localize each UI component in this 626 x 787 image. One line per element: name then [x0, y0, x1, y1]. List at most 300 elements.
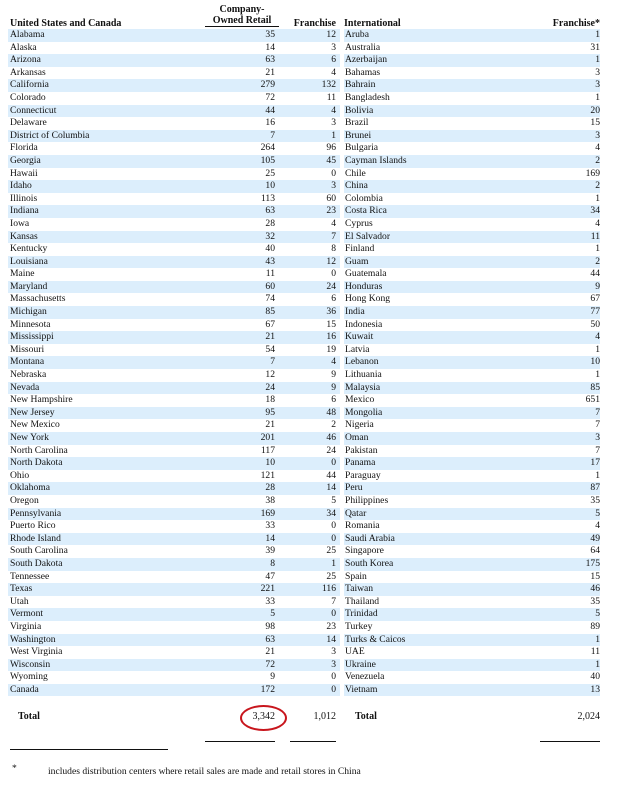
table-row [0, 155, 626, 168]
state-name: New York [10, 432, 49, 443]
table-row [0, 684, 626, 697]
intl-franchise-count: 2 [595, 255, 600, 267]
intl-franchise-count: 11 [590, 230, 600, 242]
country-name: Nigeria [345, 419, 374, 431]
intl-franchise-count: 1 [595, 633, 600, 645]
intl-franchise-count: 3 [595, 129, 600, 141]
table-row [0, 482, 626, 495]
owned-retail-count: 121 [260, 469, 275, 481]
franchise-count: 2 [331, 419, 336, 431]
owned-retail-count: 74 [265, 293, 275, 305]
state-name: Alabama [10, 29, 45, 40]
franchise-count: 3 [331, 646, 336, 658]
intl-franchise-count: 2 [595, 154, 600, 166]
country-name: India [345, 306, 365, 318]
franchise-count: 3 [331, 658, 336, 670]
country-name: Mexico [345, 394, 375, 406]
table-row [0, 558, 626, 571]
franchise-count: 6 [331, 394, 336, 406]
owned-retail-count: 40 [265, 243, 275, 255]
state-name: New Jersey [10, 406, 55, 418]
header-franchise: Franchise [286, 18, 336, 30]
state-name: Puerto Rico [10, 520, 56, 532]
table-row [0, 319, 626, 332]
state-name: Montana [10, 356, 45, 368]
table-row [0, 105, 626, 118]
franchise-count: 116 [321, 583, 336, 595]
franchise-count: 0 [331, 671, 336, 683]
country-name: Lithuania [345, 369, 382, 381]
state-name: Alaska [10, 41, 37, 53]
country-name: Turks & Caicos [345, 633, 406, 645]
franchise-count: 132 [321, 79, 336, 91]
franchise-count: 0 [331, 520, 336, 532]
owned-retail-count: 38 [265, 494, 275, 506]
table-row [0, 29, 626, 42]
owned-retail-count: 28 [265, 217, 275, 229]
owned-retail-count: 39 [265, 545, 275, 557]
owned-retail-count: 169 [260, 507, 275, 519]
state-name: New Hampshire [10, 394, 73, 406]
total-franchise: 1,012 [313, 711, 336, 722]
owned-retail-count: 63 [265, 54, 275, 66]
intl-franchise-count: 20 [590, 104, 600, 116]
franchise-count: 6 [331, 54, 336, 66]
owned-retail-count: 7 [270, 129, 275, 141]
state-name: Minnesota [10, 318, 51, 330]
intl-franchise-count: 13 [590, 683, 600, 695]
country-name: Guam [345, 255, 369, 267]
franchise-count: 0 [331, 167, 336, 179]
intl-franchise-count: 651 [585, 394, 600, 406]
country-name: El Salvador [345, 230, 391, 242]
state-name: South Dakota [10, 557, 63, 569]
state-name: Wyoming [10, 671, 48, 683]
intl-franchise-count: 44 [590, 268, 600, 280]
intl-franchise-count: 67 [590, 293, 600, 305]
table-row [0, 520, 626, 533]
owned-retail-count: 18 [265, 394, 275, 406]
intl-franchise-count: 4 [595, 217, 600, 229]
table-row [0, 583, 626, 596]
country-name: Bangladesh [345, 91, 390, 103]
owned-retail-count: 21 [265, 646, 275, 658]
owned-retail-count: 54 [265, 343, 275, 355]
state-name: Florida [10, 142, 38, 154]
country-name: Indonesia [345, 318, 383, 330]
state-name: North Dakota [10, 457, 63, 469]
state-name: Kentucky [10, 243, 48, 255]
intl-franchise-count: 1 [595, 369, 600, 381]
state-name: Maine [10, 268, 35, 280]
table-row [0, 256, 626, 269]
footnote-mark: * [12, 763, 17, 774]
franchise-count: 46 [326, 432, 336, 443]
country-name: Oman [345, 432, 369, 443]
state-name: Oklahoma [10, 482, 50, 494]
intl-franchise-count: 85 [590, 381, 600, 393]
owned-retail-count: 28 [265, 482, 275, 494]
header-us-canada: United States and Canada [10, 18, 178, 30]
country-name: Colombia [345, 192, 383, 204]
owned-retail-count: 47 [265, 570, 275, 582]
total-label-left: Total [18, 711, 40, 722]
owned-retail-count: 201 [260, 432, 275, 443]
state-name: District of Columbia [10, 129, 90, 141]
franchise-count: 11 [326, 91, 336, 103]
owned-retail-count: 113 [260, 192, 275, 204]
state-name: Texas [10, 583, 33, 595]
table-row [0, 621, 626, 634]
franchise-count: 15 [326, 318, 336, 330]
intl-franchise-count: 3 [595, 432, 600, 443]
intl-franchise-count: 2 [595, 180, 600, 192]
franchise-count: 24 [326, 280, 336, 292]
table-row [0, 445, 626, 458]
country-name: Finland [345, 243, 375, 255]
country-name: Pakistan [345, 444, 378, 456]
franchise-count: 7 [331, 230, 336, 242]
franchise-count: 0 [331, 608, 336, 620]
owned-retail-count: 98 [265, 620, 275, 632]
table-row [0, 457, 626, 470]
intl-franchise-count: 1 [595, 469, 600, 481]
owned-retail-count: 43 [265, 255, 275, 267]
country-name: Cayman Islands [345, 154, 407, 166]
country-name: Peru [345, 482, 363, 494]
table-row [0, 168, 626, 181]
owned-retail-count: 21 [265, 331, 275, 343]
owned-retail-count: 11 [265, 268, 275, 280]
franchise-count: 0 [331, 268, 336, 280]
state-name: Washington [10, 633, 56, 645]
country-name: Qatar [345, 507, 367, 519]
owned-retail-count: 10 [265, 180, 275, 192]
owned-retail-count: 7 [270, 356, 275, 368]
franchise-count: 9 [331, 369, 336, 381]
country-name: Bahrain [345, 79, 376, 91]
footnote-text: includes distribution centers where retail sales are made and retail stores in China [48, 766, 361, 777]
intl-franchise-count: 3 [595, 79, 600, 91]
table-row [0, 533, 626, 546]
state-name: Rhode Island [10, 532, 61, 544]
total-rule-franchise [290, 741, 336, 742]
country-name: Lebanon [345, 356, 379, 368]
table-row [0, 243, 626, 256]
total-owned: 3,342 [252, 711, 275, 722]
owned-retail-count: 10 [265, 457, 275, 469]
intl-franchise-count: 7 [595, 419, 600, 431]
state-name: Massachusetts [10, 293, 66, 305]
intl-franchise-count: 1 [595, 54, 600, 66]
table-row [0, 495, 626, 508]
intl-franchise-count: 9 [595, 280, 600, 292]
table-row [0, 193, 626, 206]
state-name: Canada [10, 683, 39, 695]
franchise-count: 3 [331, 41, 336, 53]
franchise-count: 12 [326, 255, 336, 267]
header-company-owned-line1: Company- [219, 4, 265, 15]
owned-retail-count: 8 [270, 557, 275, 569]
franchise-count: 6 [331, 293, 336, 305]
intl-franchise-count: 3 [595, 66, 600, 78]
franchise-count: 23 [326, 205, 336, 217]
franchise-count: 96 [326, 142, 336, 154]
state-name: Vermont [10, 608, 44, 620]
owned-retail-count: 279 [260, 79, 275, 91]
intl-franchise-count: 4 [595, 142, 600, 154]
country-name: Thailand [345, 595, 380, 607]
intl-franchise-count: 5 [595, 507, 600, 519]
country-name: Philippines [345, 494, 389, 506]
state-name: Michigan [10, 306, 47, 318]
country-name: Paraguay [345, 469, 381, 481]
owned-retail-count: 63 [265, 633, 275, 645]
total-intl: 2,024 [577, 711, 600, 722]
table-row [0, 331, 626, 344]
intl-franchise-count: 35 [590, 494, 600, 506]
header-company-owned [205, 4, 279, 27]
owned-retail-count: 14 [265, 532, 275, 544]
franchise-count: 1 [331, 129, 336, 141]
state-name: South Carolina [10, 545, 68, 557]
franchise-count: 3 [331, 117, 336, 129]
intl-franchise-count: 34 [590, 205, 600, 217]
state-name: Illinois [10, 192, 38, 204]
owned-retail-count: 21 [265, 66, 275, 78]
intl-franchise-count: 169 [585, 167, 600, 179]
country-name: UAE [345, 646, 365, 658]
state-name: Delaware [10, 117, 47, 129]
country-name: Romania [345, 520, 380, 532]
franchise-count: 0 [331, 532, 336, 544]
intl-franchise-count: 15 [590, 117, 600, 129]
country-name: Honduras [345, 280, 383, 292]
highlight-circle [240, 705, 287, 731]
intl-franchise-count: 40 [590, 671, 600, 683]
intl-franchise-count: 1 [595, 343, 600, 355]
franchise-count: 4 [331, 104, 336, 116]
franchise-count: 19 [326, 343, 336, 355]
country-name: Bulgaria [345, 142, 379, 154]
intl-franchise-count: 175 [585, 557, 600, 569]
state-name: Kansas [10, 230, 38, 242]
country-name: Singapore [345, 545, 384, 557]
country-name: China [345, 180, 368, 192]
intl-franchise-count: 35 [590, 595, 600, 607]
state-name: California [10, 79, 49, 91]
state-name: Nevada [10, 381, 40, 393]
country-name: Australia [345, 41, 381, 53]
owned-retail-count: 95 [265, 406, 275, 418]
intl-franchise-count: 4 [595, 520, 600, 532]
table-row [0, 293, 626, 306]
table-row [0, 659, 626, 672]
state-name: New Mexico [10, 419, 60, 431]
table-row [0, 79, 626, 92]
owned-retail-count: 24 [265, 381, 275, 393]
franchise-count: 60 [326, 192, 336, 204]
country-name: Bahamas [345, 66, 381, 78]
country-name: Spain [345, 570, 367, 582]
country-name: Turkey [345, 620, 373, 632]
state-name: Tennessee [10, 570, 50, 582]
owned-retail-count: 32 [265, 230, 275, 242]
country-name: Chile [345, 167, 366, 179]
intl-franchise-count: 1 [595, 192, 600, 204]
table-row [0, 117, 626, 130]
table-row [0, 281, 626, 294]
intl-franchise-count: 15 [590, 570, 600, 582]
owned-retail-count: 12 [265, 369, 275, 381]
franchise-count: 3 [331, 180, 336, 192]
state-name: Missouri [10, 343, 45, 355]
country-name: South Korea [345, 557, 394, 569]
intl-franchise-count: 1 [595, 243, 600, 255]
state-name: Hawaii [10, 167, 38, 179]
country-name: Cyprus [345, 217, 373, 229]
intl-franchise-count: 11 [590, 646, 600, 658]
state-name: Wisconsin [10, 658, 51, 670]
franchise-count: 16 [326, 331, 336, 343]
table-row [0, 218, 626, 231]
table-row [0, 356, 626, 369]
country-name: Panama [345, 457, 376, 469]
table-row [0, 205, 626, 218]
owned-retail-count: 60 [265, 280, 275, 292]
state-name: Iowa [10, 217, 30, 229]
state-name: Utah [10, 595, 29, 607]
intl-franchise-count: 64 [590, 545, 600, 557]
state-name: Arizona [10, 54, 41, 66]
country-name: Brunei [345, 129, 372, 141]
owned-retail-count: 117 [260, 444, 275, 456]
owned-retail-count: 25 [265, 167, 275, 179]
intl-franchise-count: 1 [595, 91, 600, 103]
country-name: Kuwait [345, 331, 374, 343]
owned-retail-count: 72 [265, 91, 275, 103]
table-row [0, 608, 626, 621]
franchise-count: 8 [331, 243, 336, 255]
table-row [0, 646, 626, 659]
state-name: Mississippi [10, 331, 54, 343]
intl-franchise-count: 49 [590, 532, 600, 544]
table-row [0, 382, 626, 395]
intl-franchise-count: 4 [595, 331, 600, 343]
state-name: Ohio [10, 469, 30, 481]
owned-retail-count: 16 [265, 117, 275, 129]
franchise-count: 23 [326, 620, 336, 632]
franchise-count: 4 [331, 66, 336, 78]
franchise-count: 44 [326, 469, 336, 481]
intl-franchise-count: 87 [590, 482, 600, 494]
state-name: Oregon [10, 494, 39, 506]
state-name: North Carolina [10, 444, 68, 456]
table-row [0, 231, 626, 244]
state-name: Colorado [10, 91, 46, 103]
table-row [0, 407, 626, 420]
table-row [0, 54, 626, 67]
intl-franchise-count: 7 [595, 444, 600, 456]
table-row [0, 634, 626, 647]
franchise-count: 14 [326, 482, 336, 494]
owned-retail-count: 67 [265, 318, 275, 330]
franchise-count: 5 [331, 494, 336, 506]
franchise-count: 9 [331, 381, 336, 393]
store-table [0, 29, 626, 696]
state-name: Virginia [10, 620, 42, 632]
franchise-count: 0 [331, 457, 336, 469]
state-name: Pennsylvania [10, 507, 62, 519]
table-row [0, 67, 626, 80]
table-row [0, 596, 626, 609]
owned-retail-count: 85 [265, 306, 275, 318]
owned-retail-count: 14 [265, 41, 275, 53]
footnote-rule [10, 749, 168, 750]
intl-franchise-count: 7 [595, 406, 600, 418]
country-name: Ukraine [345, 658, 376, 670]
owned-retail-count: 9 [270, 671, 275, 683]
state-name: Maryland [10, 280, 48, 292]
country-name: Brazil [345, 117, 369, 129]
table-row [0, 571, 626, 584]
state-name: West Virginia [10, 646, 63, 658]
owned-retail-count: 264 [260, 142, 275, 154]
intl-franchise-count: 10 [590, 356, 600, 368]
total-rule-owned [205, 741, 275, 742]
franchise-count: 25 [326, 570, 336, 582]
owned-retail-count: 33 [265, 520, 275, 532]
country-name: Costa Rica [345, 205, 387, 217]
total-rule-intl [540, 741, 600, 742]
total-label-right: Total [355, 711, 377, 722]
owned-retail-count: 221 [260, 583, 275, 595]
table-row [0, 344, 626, 357]
country-name: Mongolia [345, 406, 383, 418]
country-name: Azerbaijan [345, 54, 388, 66]
header-international: International [344, 18, 524, 30]
country-name: Trinidad [345, 608, 378, 620]
intl-franchise-count: 46 [590, 583, 600, 595]
table-row [0, 671, 626, 684]
intl-franchise-count: 77 [590, 306, 600, 318]
franchise-count: 45 [326, 154, 336, 166]
table-row [0, 369, 626, 382]
franchise-count: 1 [331, 557, 336, 569]
table-row [0, 142, 626, 155]
franchise-count: 4 [331, 217, 336, 229]
intl-franchise-count: 31 [590, 41, 600, 53]
table-row [0, 42, 626, 55]
table-row [0, 432, 626, 445]
franchise-count: 7 [331, 595, 336, 607]
table-row [0, 130, 626, 143]
country-name: Venezuela [345, 671, 385, 683]
state-name: Georgia [10, 154, 41, 166]
intl-franchise-count: 5 [595, 608, 600, 620]
intl-franchise-count: 1 [595, 658, 600, 670]
owned-retail-count: 172 [260, 683, 275, 695]
state-name: Arkansas [10, 66, 46, 78]
country-name: Aruba [345, 29, 369, 40]
franchise-count: 4 [331, 356, 336, 368]
country-name: Malaysia [345, 381, 381, 393]
country-name: Bolivia [345, 104, 374, 116]
header-company-owned-line2: Owned Retail [205, 15, 279, 27]
franchise-count: 48 [326, 406, 336, 418]
table-row [0, 545, 626, 558]
owned-retail-count: 105 [260, 154, 275, 166]
